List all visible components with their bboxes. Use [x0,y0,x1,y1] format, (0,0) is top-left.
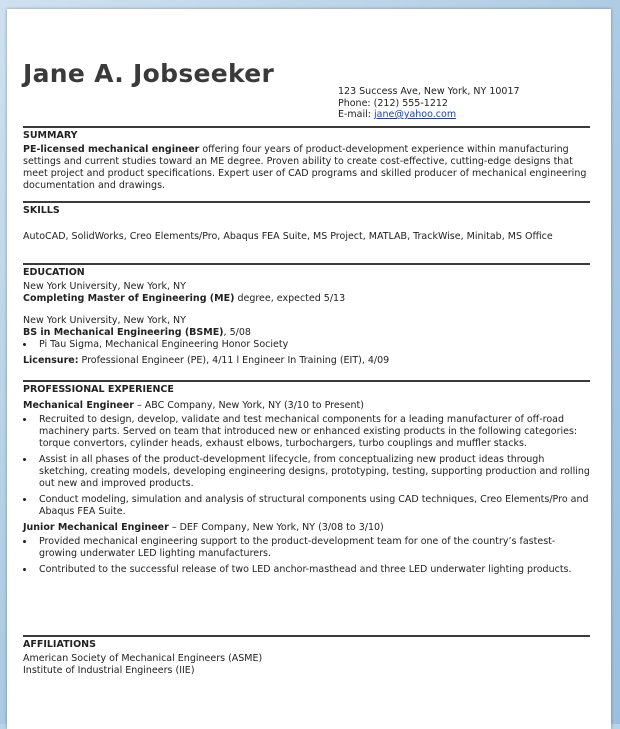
summary-section [23,126,590,192]
licensure-line [23,355,590,367]
job-detail: – ABC Company, New York, NY (3/10 to Present) [133,400,364,411]
job-header [23,400,590,412]
summary-lead: PE-licensed mechanical engineer [23,144,200,155]
affiliations-title: AFFILIATIONS [23,639,96,650]
education-title: EDUCATION [23,267,85,278]
experience-section [23,380,590,580]
resume-name: Jane A. Jobseeker [23,59,275,88]
education-section [23,263,590,367]
list-item: • Pi Tau Sigma, Mechanical Engineering Honor Society [35,339,590,351]
job-detail: – DEF Company, New York, NY (3/08 to 3/10) [168,522,384,533]
list-item: • Contributed to the successful release of two LED anchor-masthead and three LED underwater lighting products. [35,564,590,576]
licensure-label: Licensure: [23,355,79,366]
experience-title: PROFESSIONAL EXPERIENCE [23,384,174,395]
education-school: New York University, New York, NY [23,315,186,326]
education-entry [23,315,590,351]
education-degree: Completing Master of Engineering (ME) [23,293,235,304]
contact-address: 123 Success Ave, New York, NY 10017 [338,86,520,97]
section-divider [23,263,590,265]
job-bullets [23,536,590,576]
section-divider [23,126,590,128]
licensure-text: Professional Engineer (PE), 4/11 l Engineer In Training (EIT), 4/09 [78,355,390,366]
contact-email-link[interactable]: jane@yahoo.com [374,109,457,120]
section-divider [23,635,590,637]
education-entry [23,281,590,305]
contact-email-label: E-mail: [338,109,375,120]
education-detail: degree, expected 5/13 [234,293,346,304]
summary-title: SUMMARY [23,130,78,141]
list-item: Institute of Industrial Engineers (IIE) [23,665,195,676]
list-item: • Conduct modeling, simulation and analysis of structural components using CAD techniques, Creo Elements/Pro and Abaqus FEA Suite. [35,494,590,518]
contact-email-row [338,109,520,121]
education-honors-list [23,339,590,351]
education-school: New York University, New York, NY [23,281,186,292]
skills-title: SKILLS [23,205,60,216]
education-degree: BS in Mechanical Engineering (BSME) [23,327,224,338]
section-divider [23,201,590,203]
skills-section [23,201,590,243]
education-detail: , 5/08 [223,327,251,338]
job-bullets [23,414,590,518]
summary-text [23,144,590,192]
job-role: Junior Mechanical Engineer [23,522,169,533]
section-divider [23,380,590,382]
list-item: • Recruited to design, develop, validate and test mechanical components for a leading manufacturer of off-road machinery parts. Served on team that introduced new or enhanced existing products in the following categories: torque convertors, cylinder heads, exhaust elbows, turbochargers, turbo couplings and muffler stacks. [35,414,590,450]
list-item: • Provided mechanical engineering support to the product-development team for one of the country’s fastest-growing underwater LED lighting manufacturers. [35,536,590,560]
summary-body: offering four years of product-development experience within manufacturing settings and current studies toward an ME degree. Proven ability to create cost-effective, cutting-edge designs that meet project and product specifications. Expert user of CAD programs and skilled producer of mechanical engineering documentation and drawings. [23,144,587,191]
resume-page [7,9,611,729]
job-role: Mechanical Engineer [23,400,134,411]
skills-text: AutoCAD, SolidWorks, Creo Elements/Pro, Abaqus FEA Suite, MS Project, MATLAB, TrackWise, Minitab, MS Office [23,231,553,242]
affiliations-list [23,653,590,677]
job-header [23,522,590,534]
list-item: • Assist in all phases of the product-development lifecycle, from conceptualizing new product ideas through sketching, creating models, developing engineering designs, prototyping, testing, supporting production and rolling out new and improved products. [35,454,590,490]
affiliations-section [23,635,590,677]
contact-phone: Phone: (212) 555-1212 [338,97,448,109]
contact-block [338,86,520,121]
list-item: American Society of Mechanical Engineers (ASME) [23,653,263,664]
